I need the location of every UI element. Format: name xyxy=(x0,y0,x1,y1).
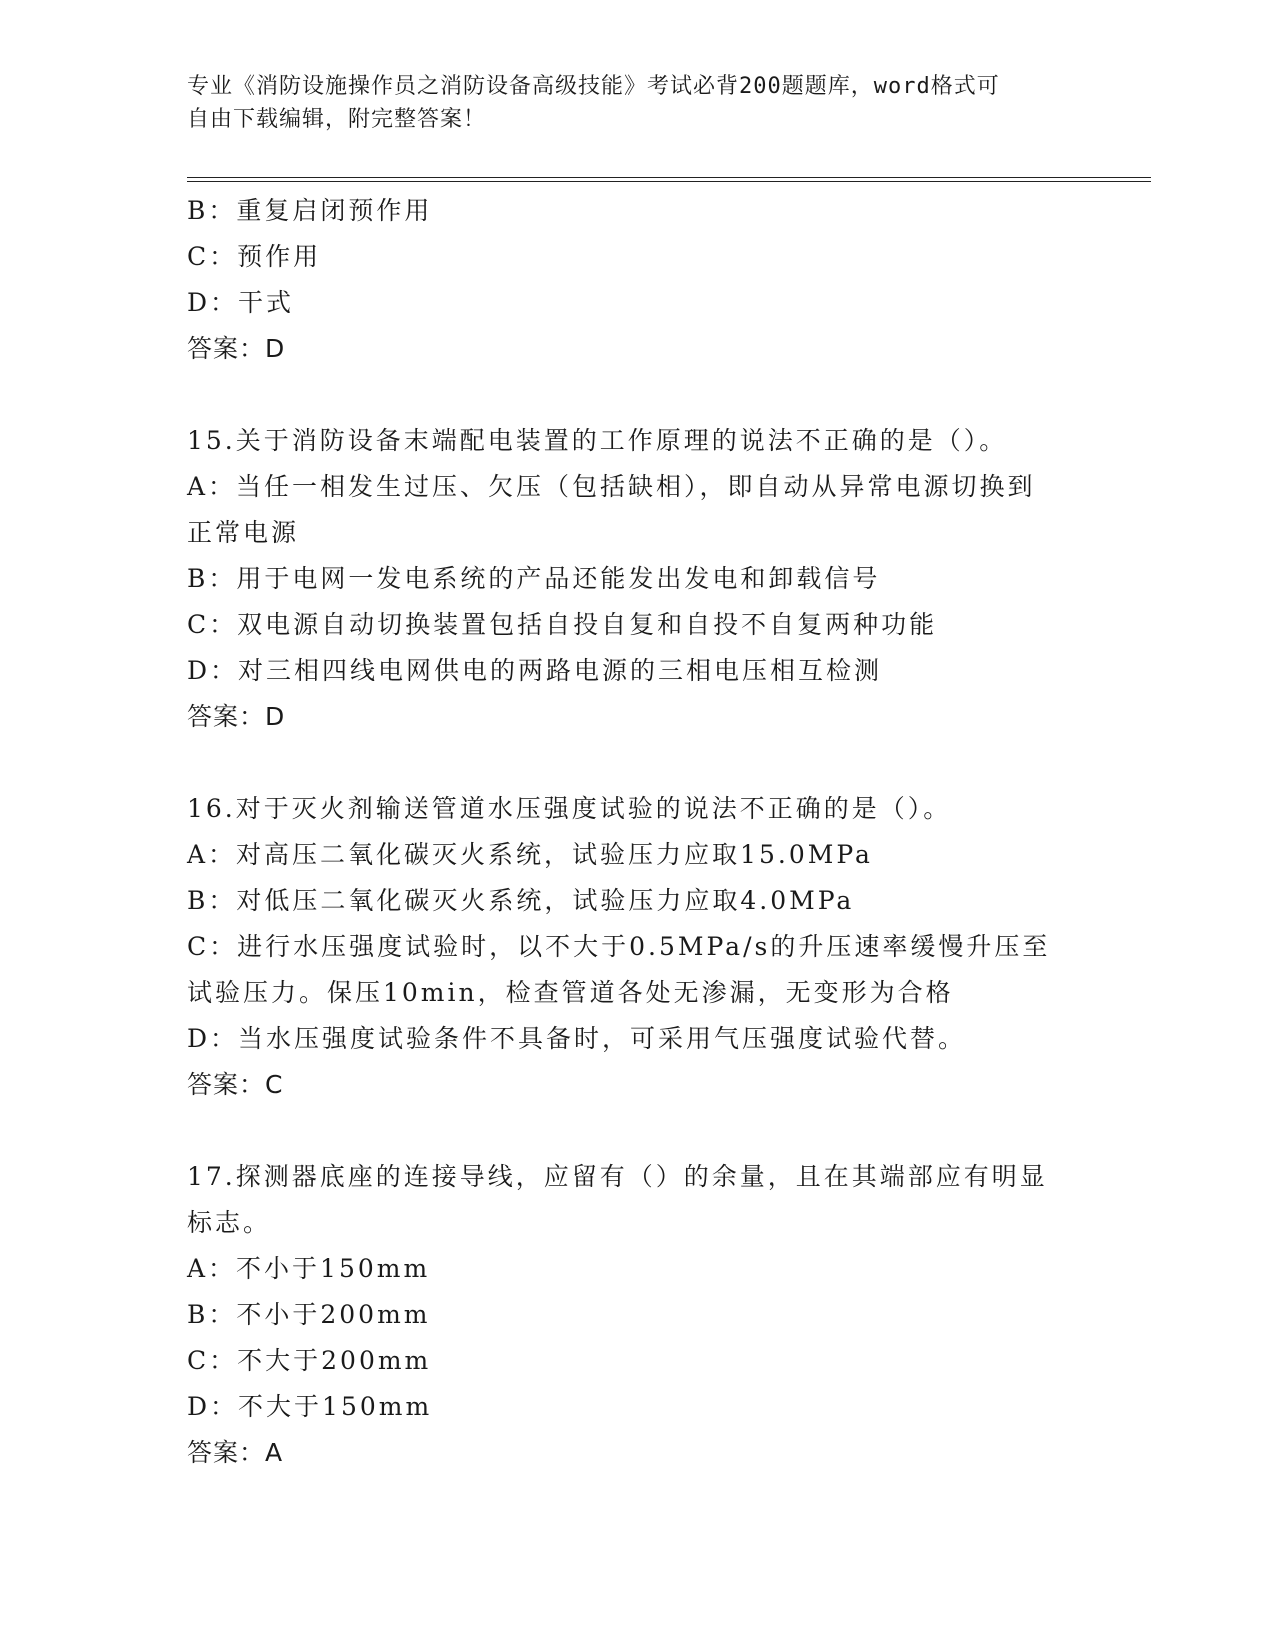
header-line-2: 自由下载编辑，附完整答案！ xyxy=(187,107,487,132)
question-15 xyxy=(187,418,1087,740)
answer: 答案：D xyxy=(187,702,286,731)
option-a: A：不小于150mm xyxy=(187,1254,431,1283)
question-stem: 15.关于消防设备末端配电装置的工作原理的说法不正确的是（）。 xyxy=(187,426,1008,455)
option-c: C：进行水压强度试验时，以不大于0.5MPa/s的升压速率缓慢升压至 xyxy=(187,932,1051,961)
page-header xyxy=(187,70,1067,136)
option-d: D：当水压强度试验条件不具备时，可采用气压强度试验代替。 xyxy=(187,1024,967,1053)
question-16 xyxy=(187,786,1087,1108)
option-b: B：用于电网一发电系统的产品还能发出发电和卸载信号 xyxy=(187,564,881,593)
header-line-1: 专业《消防设施操作员之消防设备高级技能》考试必背200题题库，word格式可 xyxy=(187,74,1000,99)
option-b: B：不小于200mm xyxy=(187,1300,431,1329)
option-a: A：当任一相发生过压、欠压（包括缺相），即自动从异常电源切换到 xyxy=(187,472,1036,501)
header-divider-top xyxy=(187,177,1151,178)
question-stem-continued: 标志。 xyxy=(187,1208,272,1237)
option-a-continued: 正常电源 xyxy=(187,518,300,547)
question-stem: 17.探测器底座的连接导线，应留有（）的余量，且在其端部应有明显 xyxy=(187,1162,1048,1191)
option-c-continued: 试验压力。保压10min，检查管道各处无渗漏，无变形为合格 xyxy=(187,978,954,1007)
question-14 xyxy=(187,188,1087,372)
option-c: C：不大于200mm xyxy=(187,1346,432,1375)
header-divider-bottom xyxy=(187,181,1151,182)
option-d: D：不大于150mm xyxy=(187,1392,433,1421)
question-17 xyxy=(187,1154,1087,1476)
option-d: D：对三相四线电网供电的两路电源的三相电压相互检测 xyxy=(187,656,883,685)
question-stem: 16.对于灭火剂输送管道水压强度试验的说法不正确的是（）。 xyxy=(187,794,952,823)
option-c: C：预作用 xyxy=(187,242,322,271)
question-list xyxy=(187,188,1087,1476)
answer: 答案：D xyxy=(187,334,286,363)
spacer xyxy=(187,1108,1087,1154)
answer: 答案：A xyxy=(187,1438,284,1467)
answer: 答案：C xyxy=(187,1070,284,1099)
spacer xyxy=(187,740,1087,786)
spacer xyxy=(187,372,1087,418)
option-c: C：双电源自动切换装置包括自投自复和自投不自复两种功能 xyxy=(187,610,938,639)
option-a: A：对高压二氧化碳灭火系统，试验压力应取15.0MPa xyxy=(187,840,873,869)
option-b: B：对低压二氧化碳灭火系统，试验压力应取4.0MPa xyxy=(187,886,855,915)
option-b: B：重复启闭预作用 xyxy=(187,196,433,225)
option-d: D：干式 xyxy=(187,288,295,317)
